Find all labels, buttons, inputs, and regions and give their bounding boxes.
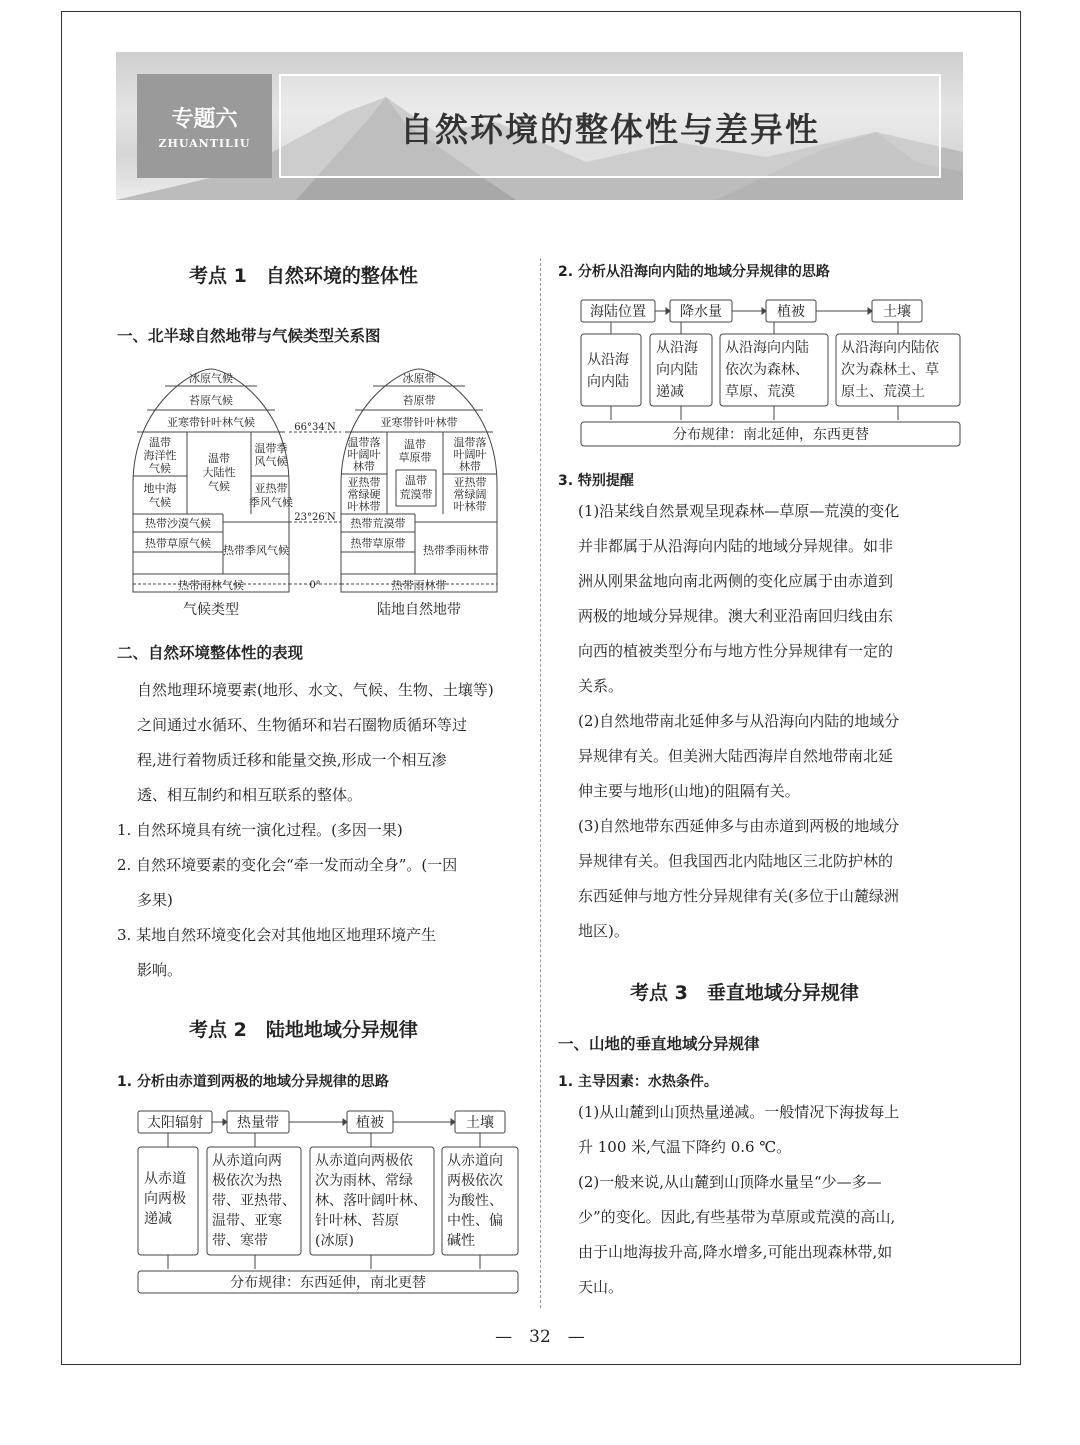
- flow-body-line: 温带、亚寒: [212, 1213, 282, 1229]
- page-number: — 32 —: [495, 1327, 585, 1347]
- list-item: 2. 自然环境要素的变化会“牵一发而动全身”。(一因: [117, 856, 458, 874]
- page-title: 自然环境的整体性与差异性: [400, 110, 820, 149]
- v1-heading: 1. 主导因素：水热条件。: [558, 1074, 718, 1090]
- svg-text:常绿硬: 常绿硬: [347, 488, 381, 501]
- column-divider: [540, 258, 541, 1308]
- text-line: (2)一般来说,从山麓到山顶降水量呈“少—多—: [578, 1173, 882, 1191]
- text-line: 地区)。: [578, 922, 629, 940]
- latitude-label: 23°26′N: [294, 512, 336, 523]
- zone-diagram: [125, 364, 525, 624]
- flow-body-line: 从赤道向: [447, 1153, 503, 1169]
- svg-text:风气候: 风气候: [254, 455, 288, 468]
- text-line: 向西的植被类型分布与地方性分异规律有一定的: [578, 642, 894, 660]
- svg-text:林带: 林带: [459, 460, 481, 473]
- svg-text:温带: 温带: [405, 474, 427, 487]
- text-line: 洲从刚果盆地向南北两侧的变化应属于由赤道到: [578, 572, 894, 590]
- latitude-label: 66°34′N: [294, 422, 336, 433]
- flow-head: 植被: [777, 304, 805, 320]
- svg-text:草原带: 草原带: [398, 451, 432, 464]
- flow-head: 海陆位置: [590, 304, 646, 320]
- flow-body-line: 极依次为热: [212, 1173, 282, 1189]
- svg-text:海洋性: 海洋性: [143, 449, 177, 462]
- svg-text:叶林带: 叶林带: [453, 500, 487, 513]
- text-line: 透、相互制约和相互联系的整体。: [137, 786, 363, 804]
- flow2-heading: 2. 分析从沿海向内陆的地域分异规律的思路: [558, 264, 830, 280]
- s3-paragraph: [578, 494, 968, 949]
- flow-body-line: 向内陆: [587, 374, 629, 390]
- text-line: 少”的变化。因此,有些基带为草原或荒漠的高山,: [578, 1208, 896, 1226]
- zone-label: 热带雨林带: [391, 579, 447, 592]
- climate-label: 热带草原气候: [145, 537, 211, 550]
- flow-body-line: 向内陆: [656, 362, 698, 378]
- flow-body-line: 从沿海: [656, 340, 698, 356]
- climate-label: 冰原气候: [189, 372, 233, 385]
- v-paragraph: [578, 1095, 968, 1305]
- svg-text:温带落: 温带落: [453, 436, 487, 449]
- svg-text:温带: 温带: [404, 438, 426, 451]
- climate-label: 苔原气候: [189, 394, 233, 407]
- topic-tag: [137, 74, 272, 178]
- flow-body-line: (冰原): [315, 1233, 354, 1249]
- text-line: 之间通过水循环、生物循环和岩石圈物质循环等过: [137, 716, 468, 734]
- flow-body-line: 依次为森林、: [725, 362, 809, 378]
- flow-body-line: 从沿海向内陆依: [841, 340, 939, 356]
- flow1-heading: 1. 分析由赤道到两极的地域分异规律的思路: [117, 1074, 389, 1090]
- svg-text:荒漠带: 荒漠带: [399, 488, 433, 501]
- flow-body-line: 次为雨林、常绿: [315, 1173, 413, 1189]
- flow-head: 土壤: [466, 1115, 494, 1131]
- flow-body-line: 次为森林土、草: [841, 362, 939, 378]
- text-line: 程,进行着物质迁移和能量交换,形成一个相互渗: [137, 751, 447, 769]
- flow-body-line: 递减: [144, 1211, 172, 1227]
- climate-label: 热带沙漠气候: [145, 517, 211, 530]
- s1-heading: 一、北半球自然地带与气候类型关系图: [117, 327, 381, 345]
- climate-label: 热带雨林气候: [178, 579, 244, 592]
- list-item-cont: 多果): [137, 891, 173, 909]
- flow-body-line: 针叶林、苔原: [315, 1213, 399, 1229]
- svg-text:亚热带: 亚热带: [254, 482, 288, 495]
- svg-text:气候: 气候: [208, 480, 230, 493]
- text-line: 由于山地海拔升高,降水增多,可能出现森林带,如: [578, 1243, 893, 1261]
- flow-body-line: 中性、偏: [447, 1213, 503, 1229]
- flow-body-line: 碱性: [447, 1233, 475, 1249]
- text-line: 异规律有关。但美洲大陆西海岸自然地带南北延: [578, 747, 894, 765]
- svg-text:温带: 温带: [149, 436, 171, 449]
- zone-label: 亚寒带针叶林带: [380, 416, 458, 429]
- v-heading: 一、山地的垂直地域分异规律: [558, 1035, 760, 1053]
- text-line: 天山。: [578, 1278, 624, 1296]
- latitude-label: 0°: [309, 580, 321, 591]
- s2-items: [117, 813, 522, 988]
- svg-text:亚热带: 亚热带: [453, 476, 487, 489]
- flow-head: 降水量: [680, 304, 722, 320]
- text-line: 升 100 米,气温下降约 0.6 ℃。: [578, 1138, 792, 1156]
- flow-body-line: 递减: [656, 384, 684, 400]
- flow-body-line: 从赤道向两极依: [315, 1153, 413, 1169]
- zone-label: 苔原带: [402, 394, 436, 407]
- flow-body-line: 带、寒带: [212, 1233, 268, 1249]
- list-item-cont: 影响。: [137, 961, 183, 979]
- flow-rule: 分布规律：东西延伸，南北更替: [230, 1275, 426, 1291]
- zone-label: 冰原带: [402, 372, 436, 385]
- topic-label: 专题六: [171, 107, 238, 132]
- svg-text:大陆性: 大陆性: [202, 466, 236, 479]
- flow-body-line: 两极依次: [447, 1173, 503, 1189]
- flow-body-line: 原土、荒漠土: [841, 384, 925, 400]
- svg-text:叶阔叶: 叶阔叶: [453, 448, 487, 461]
- text-line: 两极的地域分异规律。澳大利亚沿南回归线由东: [578, 607, 894, 625]
- text-line: (2)自然地带南北延伸多与从沿海向内陆的地域分: [578, 712, 900, 730]
- s2-heading: 二、自然环境整体性的表现: [117, 644, 304, 662]
- svg-text:地中海: 地中海: [143, 482, 177, 495]
- text-line: 东西延伸与地方性分异规律有关(多位于山麓绿洲: [578, 887, 899, 905]
- text-line: 伸主要与地形(山地)的阻隔有关。: [578, 782, 800, 800]
- text-line: (1)从山麓到山顶热量递减。一般情况下海拔每上: [578, 1103, 900, 1121]
- flow-head: 植被: [356, 1115, 384, 1131]
- svg-text:亚热带: 亚热带: [347, 476, 381, 489]
- zone-label: 热带荒漠带: [350, 517, 406, 530]
- text-line: 并非都属于从沿海向内陆的地域分异规律。如非: [578, 537, 894, 555]
- zone-label: 热带草原带: [350, 537, 406, 550]
- text-line: (1)沿某线自然景观呈现森林—草原—荒漠的变化: [578, 502, 900, 520]
- caption-climate: 气候类型: [183, 602, 239, 618]
- text-line: 异规律有关。但我国西北内陆地区三北防护林的: [578, 852, 894, 870]
- svg-text:林带: 林带: [353, 460, 375, 473]
- svg-text:叶林带: 叶林带: [347, 500, 381, 513]
- s2-paragraph: [137, 673, 522, 813]
- flow-body-line: 从沿海向内陆: [725, 340, 809, 356]
- svg-text:气候: 气候: [149, 496, 171, 509]
- flow-head: 太阳辐射: [147, 1115, 203, 1131]
- flow-rule: 分布规律：南北延伸，东西更替: [673, 427, 869, 443]
- text-line: 关系。: [578, 677, 624, 695]
- zone-label: 热带季雨林带: [423, 544, 489, 557]
- flow-head: 土壤: [883, 304, 911, 320]
- flow-body-line: 向两极: [144, 1191, 186, 1207]
- svg-text:季风气候: 季风气候: [249, 496, 293, 509]
- text-line: (3)自然地带东西延伸多与由赤道到两极的地域分: [578, 817, 900, 835]
- caption-zones: 陆地自然地带: [377, 602, 461, 618]
- text-line: 自然地理环境要素(地形、水文、气候、生物、土壤等): [137, 681, 494, 699]
- flow-body-line: 草原、荒漠: [725, 384, 795, 400]
- flow-body-line: 带、亚热带、: [212, 1193, 296, 1209]
- flow-body-line: 从赤道向两: [212, 1153, 282, 1169]
- list-item: 3. 某地自然环境变化会对其他地区地理环境产生: [117, 926, 437, 944]
- svg-text:温带落: 温带落: [347, 436, 381, 449]
- list-item: 1. 自然环境具有统一演化过程。(多因一果): [117, 821, 403, 839]
- kd1-heading: 考点 1 自然环境的整体性: [189, 265, 418, 287]
- climate-label: 热带季风气候: [223, 544, 289, 557]
- svg-text:常绿阔: 常绿阔: [453, 488, 487, 501]
- svg-text:气候: 气候: [149, 462, 171, 475]
- flow-diagram-equator: [135, 1105, 525, 1300]
- flow-body-line: 为酸性、: [447, 1193, 503, 1209]
- s3-heading: 3. 特别提醒: [558, 473, 634, 489]
- kd2-heading: 考点 2 陆地地域分异规律: [189, 1019, 418, 1041]
- kd3-heading: 考点 3 垂直地域分异规律: [630, 982, 859, 1004]
- flow-body-line: 从沿海: [587, 352, 629, 368]
- topic-pinyin: ZHUANTILIU: [158, 137, 251, 150]
- flow-body-line: 林、落叶阔叶林、: [315, 1193, 427, 1209]
- flow-body-line: 从赤道: [144, 1171, 186, 1187]
- svg-text:叶阔叶: 叶阔叶: [347, 448, 381, 461]
- svg-text:温带季: 温带季: [254, 442, 288, 455]
- climate-label: 亚寒带针叶林气候: [167, 416, 255, 429]
- svg-text:温带: 温带: [208, 452, 230, 465]
- flow-head: 热量带: [237, 1115, 279, 1131]
- flow-diagram-coast: [578, 294, 968, 454]
